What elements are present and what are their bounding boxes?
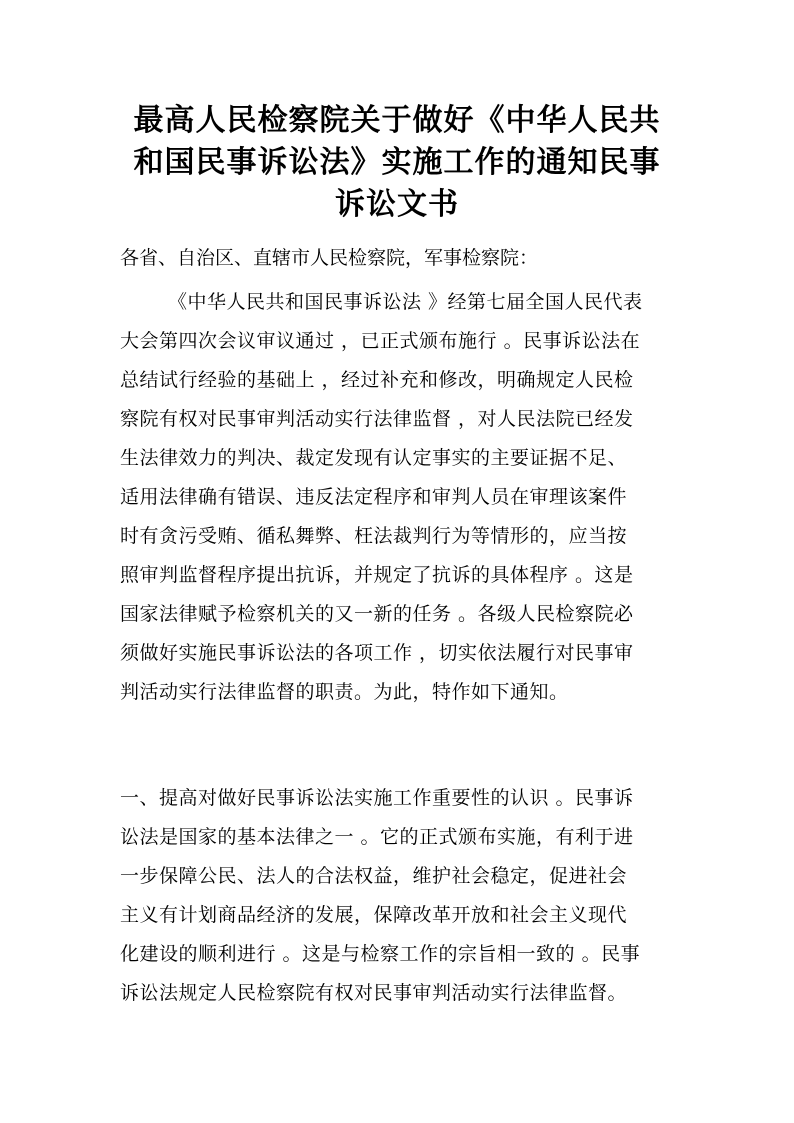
salutation: 各省、自治区、直辖市人民检察院，军事检察院： bbox=[120, 247, 539, 269]
paragraph-line: 一步保障公民、法人的合法权益，维护社会稳定，促进社会 bbox=[120, 865, 628, 887]
title-line: 诉讼文书 bbox=[335, 187, 459, 222]
paragraph-line: 主义有计划商品经济的发展，保障改革开放和社会主义现代 bbox=[120, 904, 628, 926]
paragraph-line: 判活动实行法律监督的职责。为此，特作如下通知。 bbox=[120, 681, 569, 703]
paragraph-line: 照审判监督程序提出抗诉，并规定了抗诉的具体程序 。这是 bbox=[120, 564, 634, 586]
paragraph-line: 一、提高对做好民事诉讼法实施工作重要性的认识 。民事诉 bbox=[120, 787, 634, 809]
paragraph-line: 国家法律赋予检察机关的又一新的任务 。各级人民检察院必 bbox=[120, 603, 634, 625]
document-title bbox=[100, 100, 694, 226]
paragraph-line: 察院有权对民事审判活动实行法律监督 ，对人民法院已经发 bbox=[120, 408, 634, 430]
paragraph-line: 讼法是国家的基本法律之一 。它的正式颁布实施，有利于进 bbox=[120, 826, 634, 848]
paragraph-line: 生法律效力的判决、裁定发现有认定事实的主要证据不足、 bbox=[120, 447, 628, 469]
paragraph-line: 时有贪污受贿、循私舞弊、枉法裁判行为等情形的，应当按 bbox=[120, 525, 628, 547]
paragraph-line: 化建设的顺利进行 。这是与检察工作的宗旨相一致的 。民事 bbox=[120, 943, 641, 965]
body-paragraph-section-1 bbox=[120, 779, 690, 1013]
paragraph-line: 适用法律确有错误、违反法定程序和审判人员在审理该案件 bbox=[120, 486, 628, 508]
paragraph-line: 《中华人民共和国民事诉讼法 》经第七届全国人民代表 bbox=[168, 291, 643, 313]
paragraph-line: 大会第四次会议审议通过 ，已正式颁布施行 。民事诉讼法在 bbox=[120, 330, 641, 352]
title-line: 和国民事诉讼法》实施工作的通知民事 bbox=[133, 145, 661, 180]
paragraph-line: 须做好实施民事诉讼法的各项工作 ，切实依法履行对民事审 bbox=[120, 642, 634, 664]
paragraph-line: 诉讼法规定人民检察院有权对民事审判活动实行法律监督。 bbox=[120, 982, 628, 1004]
paragraph-line: 总结试行经验的基础上 ，经过补充和修改，明确规定人民检 bbox=[120, 369, 634, 391]
title-line: 最高人民检察院关于做好《中华人民共 bbox=[133, 103, 661, 138]
body-paragraph-intro bbox=[120, 283, 690, 712]
